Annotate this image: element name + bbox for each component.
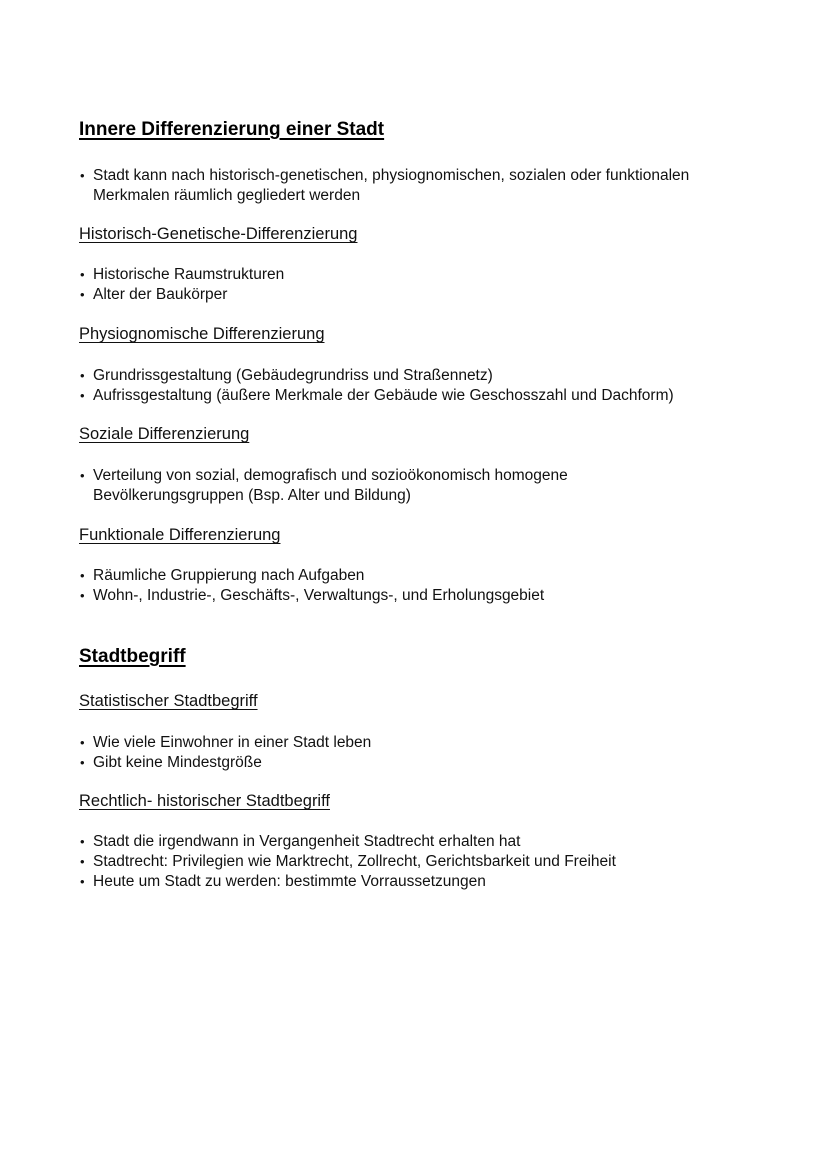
list-item: • Wohn-, Industrie-, Geschäfts-, Verwaltungs-, und Erholungsgebiet	[79, 586, 544, 606]
section-title-city-term: Stadtbegriff	[79, 646, 186, 667]
list-item: • Wie viele Einwohner in einer Stadt leben	[79, 733, 371, 753]
list-item: • Grundrissgestaltung (Gebäudegrundriss und Straßennetz)	[79, 366, 674, 386]
list-item: • Stadt die irgendwann in Vergangenheit Stadtrecht erhalten hat	[79, 832, 616, 852]
list-item: • Gibt keine Mindestgröße	[79, 753, 371, 773]
subheading-legal-historical: Rechtlich- historischer Stadtbegriff	[79, 792, 330, 810]
subheading-social: Soziale Differenzierung	[79, 425, 250, 443]
subheading-functional: Funktionale Differenzierung	[79, 526, 281, 544]
statistical-list	[79, 733, 371, 773]
historical-list	[79, 265, 284, 305]
list-item: • Verteilung von sozial, demografisch und sozioökonomisch homogene Bevölkerungsgruppen (Bsp. Alter und Bildung)	[79, 466, 568, 506]
intro-list	[79, 166, 689, 206]
list-item: • Stadtrecht: Privilegien wie Marktrecht, Zollrecht, Gerichtsbarkeit und Freiheit	[79, 852, 616, 872]
legal-historical-list	[79, 832, 616, 892]
list-item: • Historische Raumstrukturen	[79, 265, 284, 285]
list-item: • Aufrissgestaltung (äußere Merkmale der Gebäude wie Geschosszahl und Dachform)	[79, 386, 674, 406]
social-list	[79, 466, 568, 506]
functional-list	[79, 566, 544, 606]
list-item: • Stadt kann nach historisch-genetischen, physiognomischen, sozialen oder funktionalen Merkmalen räumlich gegliedert werden	[79, 166, 689, 206]
list-item: • Heute um Stadt zu werden: bestimmte Vorraussetzungen	[79, 872, 616, 892]
subheading-physiognomic: Physiognomische Differenzierung	[79, 325, 325, 343]
physiognomic-list	[79, 366, 674, 406]
section-title-inner-differentiation: Innere Differenzierung einer Stadt	[79, 119, 385, 140]
list-item: • Räumliche Gruppierung nach Aufgaben	[79, 566, 544, 586]
subheading-statistical: Statistischer Stadtbegriff	[79, 692, 258, 710]
subheading-historical: Historisch-Genetische-Differenzierung	[79, 225, 358, 243]
list-item: • Alter der Baukörper	[79, 285, 284, 305]
